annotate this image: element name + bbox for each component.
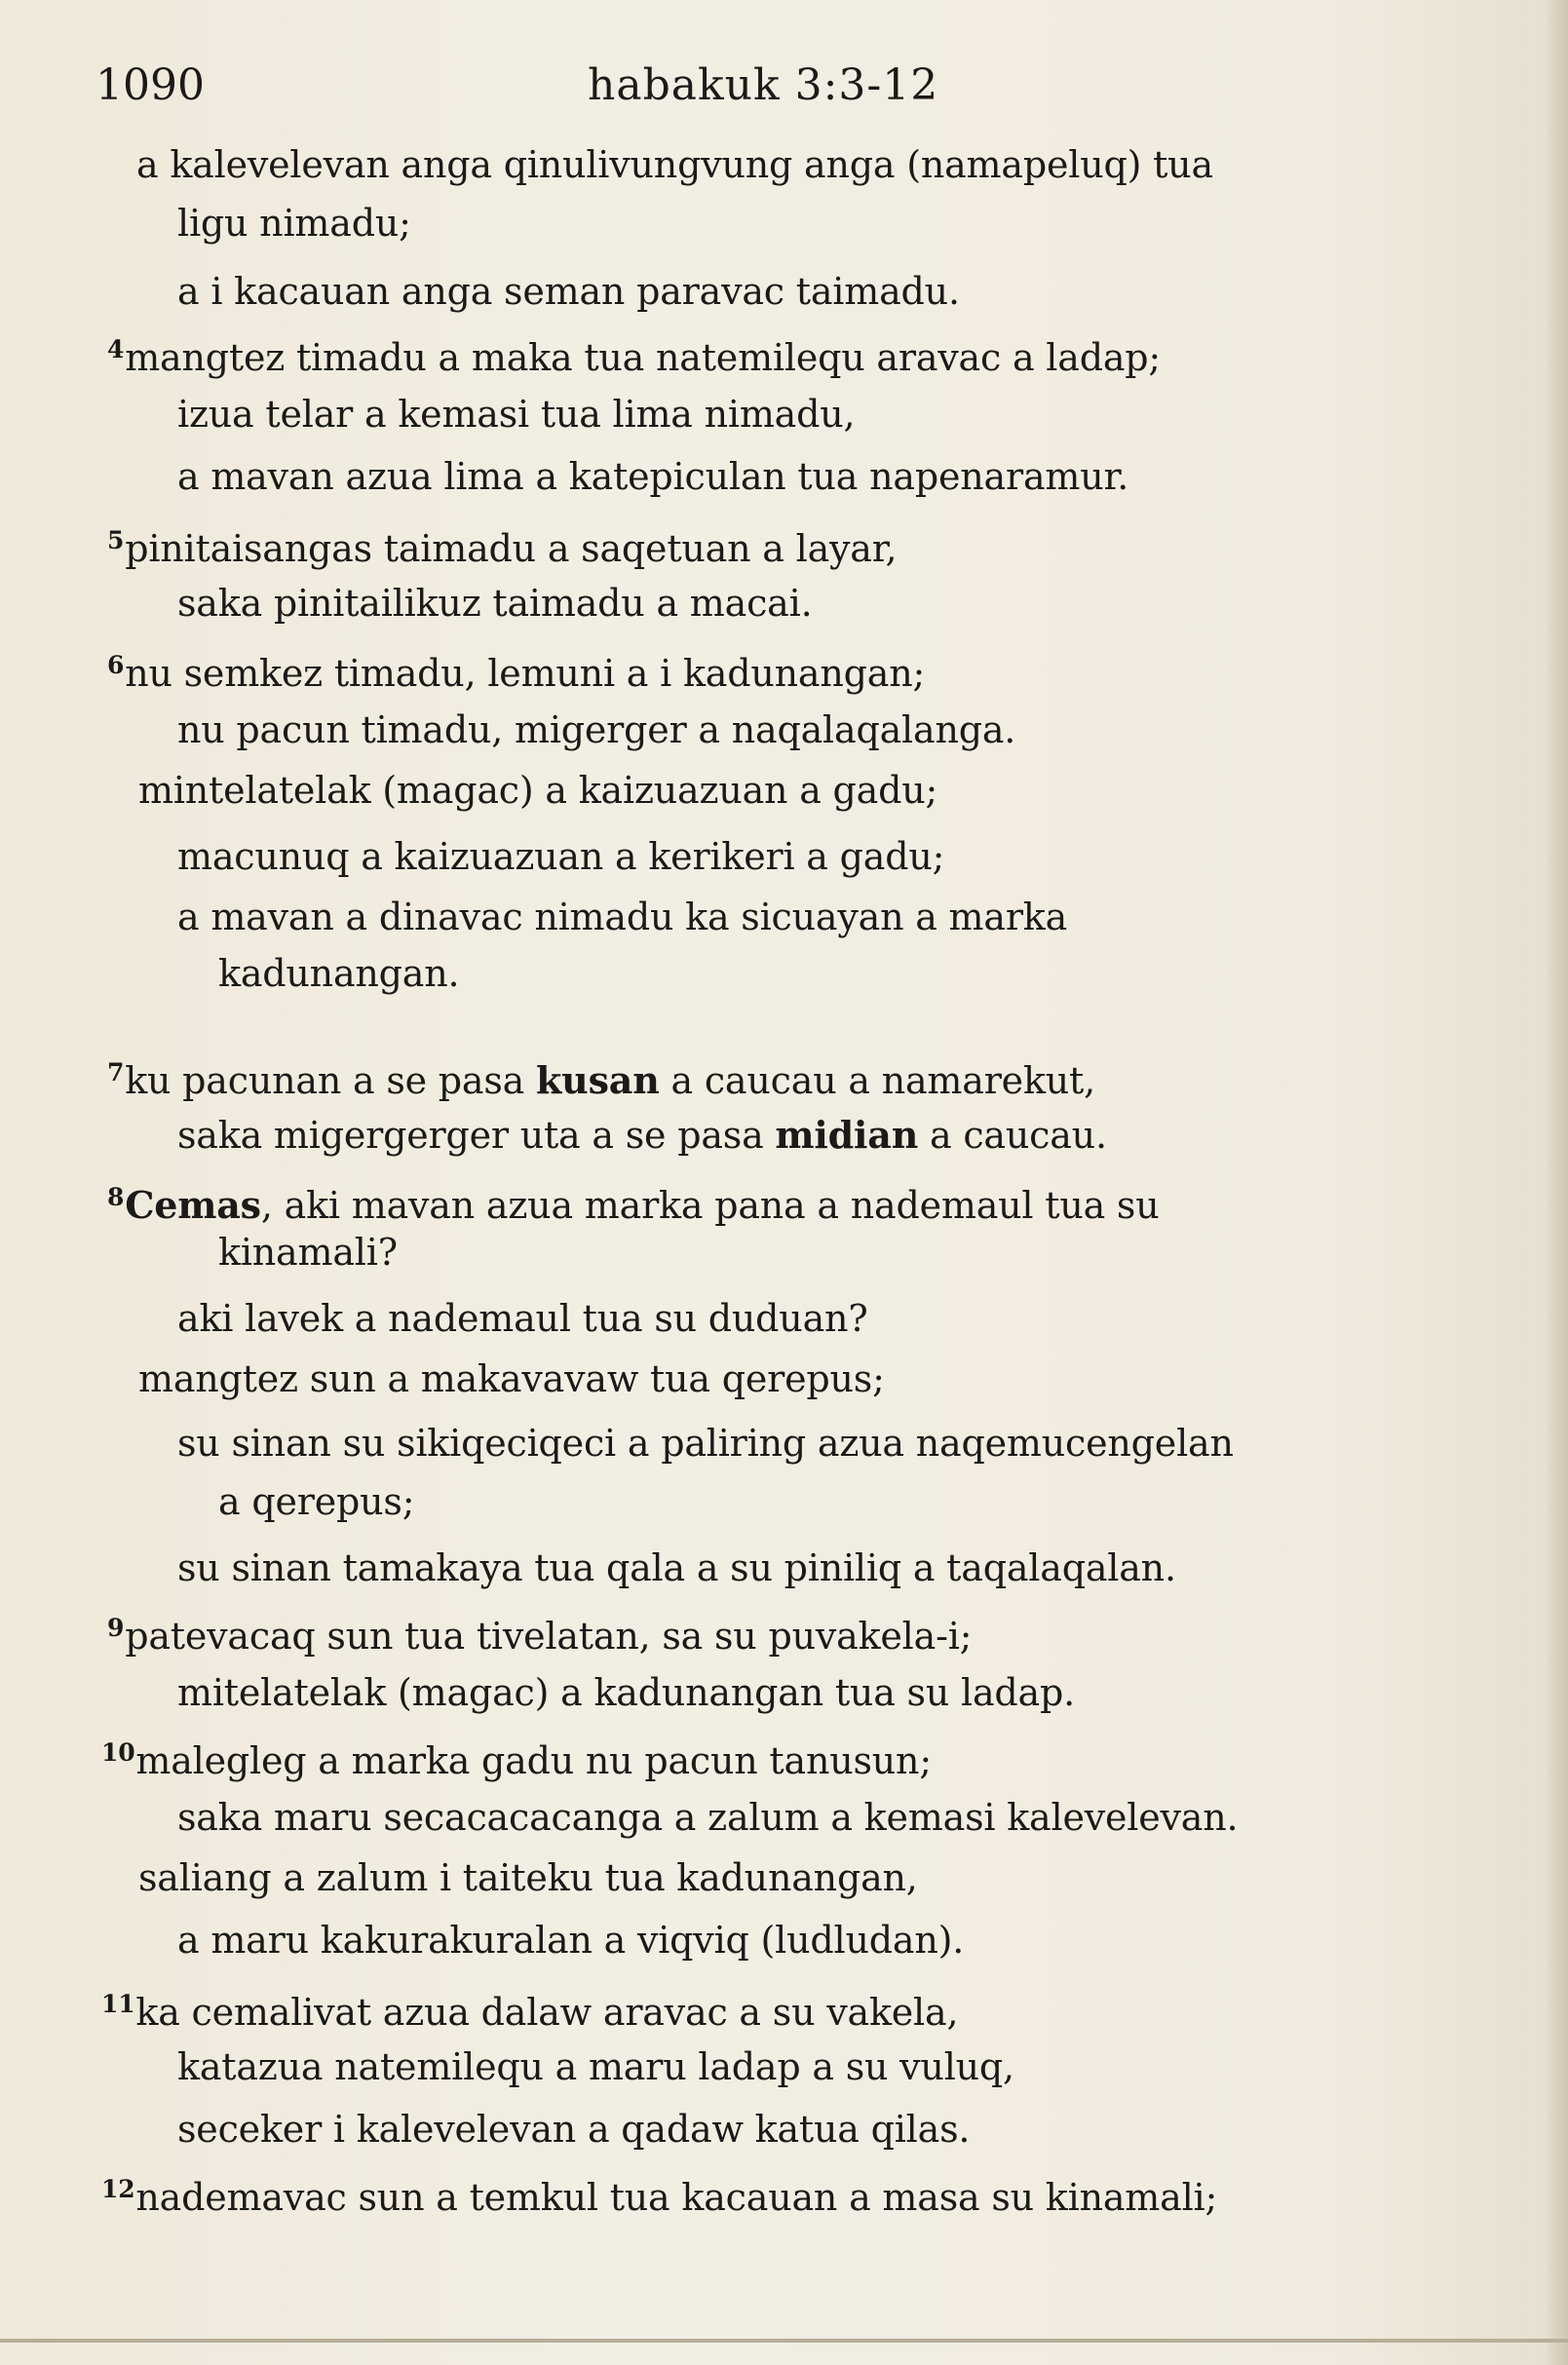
verse-line [177,390,855,439]
line-text: nu pacun timadu, migerger a naqalaqalanga. [177,708,1016,751]
line-text: ka cemalivat azua dalaw aravac a su vakela, [135,1991,959,2034]
line-text: saka migergerger uta a se pasa [177,1114,776,1157]
line-text: ligu nimadu; [177,202,411,245]
verse-line [177,893,1067,941]
verse-line [138,1354,885,1403]
verse-number: 8 [107,1183,125,1211]
verse-line [138,766,937,815]
verse-number: 5 [107,526,125,554]
verse-line [177,579,812,628]
verse-line [177,1294,868,1343]
line-text: a kalevelevan anga qinulivungvung anga (namapeluq) tua [136,143,1213,186]
verse-line [107,1604,973,1658]
line-text: kadunangan. [218,952,460,995]
line-text: macunuq a kaizuazuan a kerikeri a gadu; [177,835,945,878]
verse-number: 10 [101,1738,135,1767]
verse-line [101,1729,932,1782]
verse-line [177,1793,1238,1842]
verse-number: 7 [107,1058,125,1087]
line-text: su sinan tamakaya tua qala a su piniliq a taqalaqalan. [177,1546,1176,1589]
verse-line [218,949,459,998]
verse-line [177,832,944,881]
verse-line [218,1228,398,1277]
verse-line [101,2165,1218,2219]
line-text: a mavan azua lima a katepiculan tua napenaramur. [177,455,1129,498]
verse-line [177,199,411,248]
bold-term: midian [775,1113,919,1157]
line-text: katazua natemilequ a maru ladap a su vuluq, [177,2045,1014,2088]
verse-line [177,1544,1176,1592]
line-text: su sinan su sikiqeciqeci a paliring azua naqemucengelan [177,1422,1234,1465]
bold-term: kusan [536,1058,660,1102]
verse-line [138,1853,918,1902]
verse-line [177,1916,964,1964]
line-text: a mavan a dinavac nimadu ka sicuayan a marka [177,896,1068,938]
line-text: kinamali? [218,1231,398,1274]
verse-line [107,325,1162,379]
verse-number: 9 [107,1614,125,1642]
line-text: nu semkez timadu, lemuni a i kadunangan; [125,652,926,695]
line-text: saka pinitailikuz taimadu a macai. [177,582,813,625]
line-text: pinitaisangas taimadu a saqetuan a layar, [125,527,898,570]
line-text-rest: , aki mavan azua marka pana a nademaul tua su [260,1184,1160,1227]
verse-number: 4 [107,335,125,363]
line-text: a maru kakurakuralan a viqviq (ludludan). [177,1919,965,1962]
line-text: aki lavek a nademaul tua su duduan? [177,1297,868,1340]
line-text: a i kacauan anga seman paravac taimadu. [177,270,960,313]
line-text-rest: a caucau. [918,1114,1107,1157]
verse-line [177,1419,1234,1468]
verse-number: 12 [101,2175,135,2203]
line-text: malegleg a marka gadu nu pacun tanusun; [135,1739,932,1782]
verse-line [177,2042,1014,2091]
verse-line [107,1173,1160,1227]
line-text: ku pacunan a se pasa [125,1059,537,1102]
verse-line [218,1477,414,1526]
line-text: mangtez sun a makavavaw tua qerepus; [138,1357,885,1400]
verse-line [101,1980,959,2034]
verse-line [177,2105,970,2154]
line-text: mangtez timadu a maka tua natemilequ aravac a ladap; [125,336,1162,379]
verse-line [177,1111,1107,1160]
verse-line [136,140,1213,189]
running-head: habakuk 3:3-12 [588,60,939,110]
verse-line [107,516,898,570]
verse-line [107,1049,1096,1102]
line-text: mitelatelak (magac) a kadunangan tua su ladap. [177,1671,1075,1714]
line-text: seceker i kalevelevan a qadaw katua qilas. [177,2108,971,2151]
line-text: izua telar a kemasi tua lima nimadu, [177,393,856,436]
line-text: patevacaq sun tua tivelatan, sa su puvakela-i; [125,1615,973,1658]
page-number: 1090 [96,60,205,110]
line-text: mintelatelak (magac) a kaizuazuan a gadu; [138,769,938,812]
verse-line [177,706,1015,754]
verse-number: 11 [101,1990,135,2018]
verse-line [177,267,960,316]
line-text: saliang a zalum i taiteku tua kadunangan, [138,1856,918,1899]
line-text-rest: a caucau a namarekut, [659,1059,1096,1102]
bold-term: Cemas [125,1183,261,1227]
verse-line [177,1668,1075,1717]
line-text: nademavac sun a temkul tua kacauan a masa su kinamali; [135,2176,1218,2219]
line-text: a qerepus; [218,1480,415,1523]
line-text: saka maru secacacacanga a zalum a kemasi kalevelevan. [177,1796,1239,1839]
verse-number: 6 [107,651,125,679]
verse-line [107,641,926,695]
verse-line [177,452,1128,501]
